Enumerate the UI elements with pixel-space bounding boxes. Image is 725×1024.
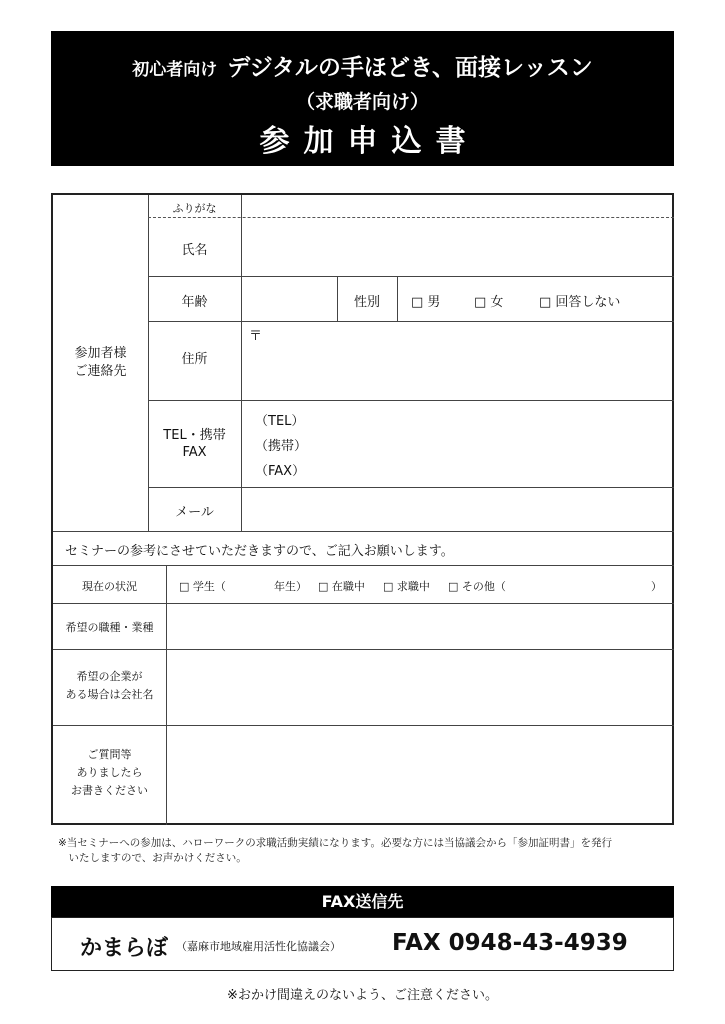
gender-option-no-answer[interactable]: □ 回答しない: [539, 295, 621, 310]
current-status-label: 現在の状況: [82, 580, 137, 593]
name-label: 氏名: [181, 243, 208, 258]
title-main: デジタルの手ほどき、面接レッスン: [227, 55, 593, 81]
gender-option-male[interactable]: □ 男: [411, 295, 441, 310]
title-audience: 初心者向け: [132, 60, 218, 80]
status-job-seeking[interactable]: □ 求職中: [383, 580, 430, 593]
desired-company-field[interactable]: [168, 650, 673, 724]
questions-field[interactable]: [168, 726, 673, 824]
status-other[interactable]: □ その他（: [448, 580, 506, 593]
title-line-2: （求職者向け）: [295, 91, 429, 113]
footnote: ※当セミナーへの参加は、ハローワークの求職活動実績になります。必要な方には当協議会から「参加証明書」を発行 いたしますので、お声かけください。: [58, 837, 612, 864]
title-line-1: [51, 49, 674, 82]
status-student[interactable]: □ 学生（: [179, 580, 226, 593]
age-label: 年齢: [181, 295, 208, 310]
title-line-3: 参加申込書: [259, 124, 480, 159]
fax-field[interactable]: （FAX）: [255, 464, 306, 479]
status-employed[interactable]: □ 在職中: [318, 580, 365, 593]
gender-label: 性別: [353, 295, 380, 310]
fax-number: FAX 0948-43-4939: [392, 930, 628, 956]
divider: [148, 321, 674, 322]
postal-mark: 〒: [249, 329, 263, 344]
fax-destination-box: [51, 917, 674, 971]
participant-contact-label: 参加者様 ご連絡先: [74, 346, 127, 379]
status-grade: 年生）: [274, 580, 307, 593]
divider: [53, 565, 674, 566]
divider: [166, 565, 167, 825]
mail-label: メール: [175, 505, 214, 520]
questions-label: ご質問等 ありましたら お書きください: [71, 748, 148, 797]
mobile-field[interactable]: （携帯）: [255, 439, 308, 454]
organization-name: かまらぼ: [80, 936, 169, 961]
name-field[interactable]: [243, 217, 673, 276]
application-form: [51, 193, 674, 825]
tel-fax-label: TEL・携帯 FAX: [163, 428, 226, 460]
divider: [241, 195, 242, 531]
seminar-note: セミナーの参考にさせていただきますので、ご記入お願いします。: [65, 544, 454, 559]
desired-job-field[interactable]: [168, 604, 673, 648]
divider: [148, 400, 674, 401]
gender-option-female[interactable]: □ 女: [474, 295, 504, 310]
age-field[interactable]: [243, 277, 336, 321]
caution-note: ※おかけ間違えのないよう、ご注意ください。: [227, 988, 498, 1003]
divider: [397, 276, 398, 321]
fax-destination-heading: FAX送信先: [51, 886, 674, 917]
furigana-label: ふりがな: [172, 202, 217, 215]
desired-company-label: 希望の企業が ある場合は会社名: [65, 670, 154, 701]
status-close-paren: ）: [651, 580, 662, 593]
address-label: 住所: [181, 352, 208, 367]
tel-field[interactable]: （TEL）: [255, 414, 305, 429]
organization-full-name: （嘉麻市地域雇用活性化協議会）: [176, 940, 341, 953]
divider: [148, 276, 674, 277]
divider: [53, 531, 674, 532]
desired-job-label: 希望の職種・業種: [65, 621, 154, 634]
form-title-banner: [51, 31, 674, 166]
mail-field[interactable]: [243, 488, 673, 530]
